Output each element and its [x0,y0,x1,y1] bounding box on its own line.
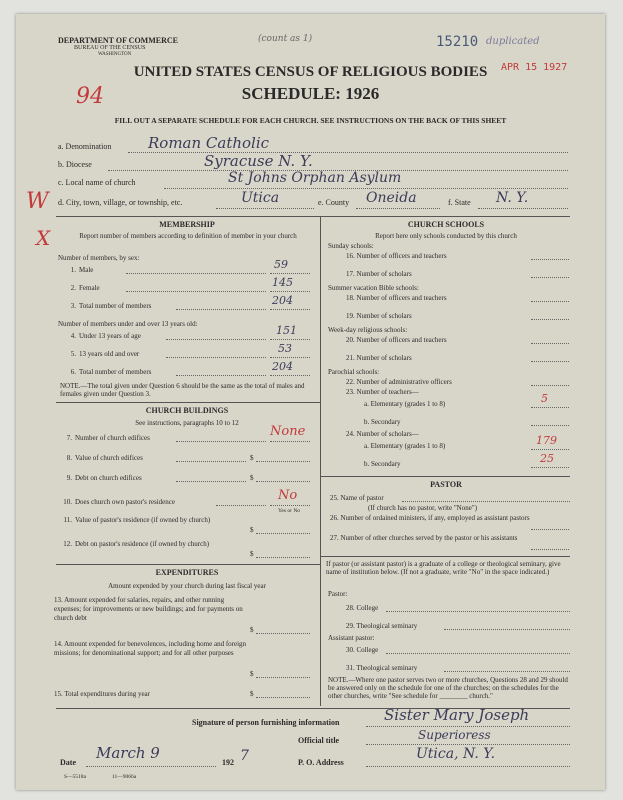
schedule-number: 15210 [436,34,479,50]
denomination-label: a. Denomination [58,142,112,151]
expenditure-q14: 14. Amount expended for benevolences, including home and foreign missions; for denominational support; and for all other purposes [54,640,247,657]
city-field-label: d. City, town, village, or township, etc. [58,198,183,207]
secondary-scholars-value: 25 [540,452,554,465]
diocese-value: Syracuse N. Y. [204,152,313,170]
pastor-q30: 30. College [346,646,379,654]
bureau-label: BUREAU OF THE CENSUS [74,45,146,51]
expenditures-heading: EXPENDITURES [155,568,219,577]
school-q17: 17. Number of scholars [346,270,412,278]
buildings-heading: CHURCH BUILDINGS [145,406,229,415]
school-q24b: b. Secondary [364,460,401,468]
city-field-value: Utica [241,190,280,206]
received-stamp: APR 15 1927 [501,62,568,73]
female-value: 145 [272,276,293,289]
buildings-row: 9. Debt on church edifices [66,474,142,482]
elementary-teachers-value: 5 [541,392,548,405]
school-q16: 16. Number of officers and teachers [346,252,447,260]
form-code: S—5518a [64,774,86,780]
pastor-q25-note: (If church has no pastor, write "None") [368,504,478,512]
membership-age-label: Number of members under and over 13 years old: [58,320,198,328]
pastor-q26: 26. Number of ordained ministers, if any, employed as assistant pastors [330,514,530,522]
yes-or-no-hint: Yes or No [278,508,301,514]
expenditures-sub: Amount expended by your church during last fiscal year [108,582,266,590]
form-schedule: SCHEDULE: 1926 [241,84,380,103]
assistant-pastor-label: Assistant pastor: [328,634,375,642]
graduate-note: If pastor (or assistant pastor) is a graduate of a college or theological seminary, give name of institution below. (If not a graduate, write "No" in the space indicated.) [326,560,561,576]
school-q24: 24. Number of scholars— [346,430,419,438]
buildings-row: 12. Debt on pastor's residence (if owned by church) [63,540,210,548]
church-name-value: St Johns Orphan Asylum [228,170,402,186]
form-instruction: FILL OUT A SEPARATE SCHEDULE FOR EACH CHURCH. SEE INSTRUCTIONS ON THE BACK OF THIS SHEET [114,116,507,125]
expenditure-q15: 15. Total expenditures during year [54,690,150,698]
parochial-schools-label: Parochial schools: [328,368,380,376]
city-label: WASHINGTON [98,52,132,57]
margin-mark-x: X [36,226,51,250]
buildings-sub: See instructions, paragraphs 10 to 12 [135,419,239,427]
membership-row: 4. Under 13 years of age [70,332,141,340]
buildings-row: 7. Number of church edifices [66,434,150,442]
summer-schools-label: Summer vacation Bible schools: [328,284,419,292]
county-value: Oneida [366,190,417,206]
pastor-sub-label: Pastor: [328,590,348,598]
page-mark: 94 [76,84,104,109]
pastor-q31: 31. Theological seminary [346,664,418,672]
owns-residence-value: No [278,488,298,503]
school-q19: 19. Number of scholars [346,312,412,320]
denomination-value: Roman Catholic [148,134,270,152]
membership-row: 2. Female [70,284,100,292]
state-value: N. Y. [496,190,529,206]
pastor-q25: 25. Name of pastor [330,494,384,502]
po-address-value: Utica, N. Y. [416,746,496,762]
duplicated-note: duplicated [486,36,540,47]
buildings-row: 10. Does church own pastor's residence [63,498,176,506]
total-members-age-value: 204 [272,360,293,373]
official-title-value: Superioress [418,728,491,742]
margin-mark-w: W [26,189,49,214]
date-label: Date [60,758,76,767]
signature-label: Signature of person furnishing information [192,718,340,727]
school-q20: 20. Number of officers and teachers [346,336,447,344]
pastor-heading: PASTOR [430,480,462,489]
form-code-2: 11—9066a [112,774,137,780]
membership-note: NOTE.—The total given under Question 6 should be the same as the total of males and females given under Question 3. [60,382,305,398]
church-edifices-value: None [270,424,306,439]
signature-value: Sister Mary Joseph [384,706,530,724]
church-name-label: c. Local name of church [58,178,136,187]
count-annotation: (count as 1) [258,34,313,44]
pastor-note: NOTE.—Where one pastor serves two or more churches, Questions 28 and 29 should be answered only on the schedule for one of the churches; on the schedules for the other churches, write "See schedule for ________ church." [328,676,568,700]
pastor-q28: 28. College [346,604,379,612]
expenditure-q13: 13. Amount expended for salaries, repairs, and other running expenses; for improvements or new buildings; and for payments on church debt [54,596,243,622]
buildings-row: 11. Value of pastor's residence (if owned by church) [63,516,211,524]
membership-row: 1. Male [70,266,94,274]
school-q23b: b. Secondary [364,418,401,426]
diocese-label: b. Diocese [58,160,92,169]
department-label: DEPARTMENT OF COMMERCE [58,36,179,45]
school-q23a: a. Elementary (grades 1 to 8) [364,400,446,408]
year-prefix: 192 [222,758,234,767]
date-value: March 9 [96,744,160,762]
schools-sub: Report here only schools conducted by this church [375,232,517,240]
under-13-value: 151 [276,324,297,337]
school-q23: 23. Number of teachers— [346,388,419,396]
form-title: UNITED STATES CENSUS OF RELIGIOUS BODIES [133,64,488,80]
po-address-label: P. O. Address [298,758,344,767]
membership-intro: Report number of members according to definition of member in your church [79,232,297,240]
buildings-row: 8. Value of church edifices [66,454,143,462]
pastor-q29: 29. Theological seminary [346,622,418,630]
total-members-value: 204 [272,294,293,307]
school-q21: 21. Number of scholars [346,354,412,362]
elementary-scholars-value: 179 [536,434,557,447]
state-label: f. State [448,198,471,207]
sunday-schools-label: Sunday schools: [328,242,374,250]
school-q24a: a. Elementary (grades 1 to 8) [364,442,446,450]
official-title-label: Official title [298,736,340,745]
male-value: 59 [274,258,288,271]
school-q22: 22. Number of administrative officers [346,378,452,386]
pastor-q27: 27. Number of other churches served by the pastor or his assistants [330,534,518,542]
county-label: e. County [318,198,350,207]
membership-sex-label: Number of members, by sex: [58,254,140,262]
over-13-value: 53 [278,342,292,355]
membership-row: 5. 13 years old and over [70,350,140,358]
weekday-schools-label: Week-day religious schools: [328,326,408,334]
membership-row: 3. Total number of members [70,302,152,310]
year-value: 7 [240,748,249,764]
schools-heading: CHURCH SCHOOLS [407,220,485,229]
membership-row: 6. Total number of members [70,368,152,376]
membership-heading: MEMBERSHIP [159,220,215,229]
school-q18: 18. Number of officers and teachers [346,294,447,302]
census-schedule-sheet: DEPARTMENT OF COMMERCE BUREAU OF THE CENSUS WASHINGTON (count as 1) 15210 duplicated APR 15 1927 UNITED STATES CENSUS OF RELIGIOUS BODIES SCHEDULE: 1926 94 FILL OUT A SEPARATE SCHEDULE FOR EACH CHURCH. SEE INSTRUCTIONS ON THE BACK OF THIS SHEET a. Denomination Roman Catholic b. Diocese Syracuse N. Y. c. Local name of church St Johns Orphan Asylum W d. City, town, village, or township, etc. Utica e. County Oneida f. State N. Y. MEMBERSHIP X Report number of members according to definition of member in your church Number of members, by sex: 1. Male 59 2. Female 145 3. Total number of members 204 Number of members under and over 13 years old: 4. Under 13 years of age 151 5. 13 years old and over 53 6. Total number of members 204 NOTE.—The total given under Question 6 should be the same as the total of males and females given under Question 3. CHURCH BUILDINGS See instructions, paragraphs 10 to 12 7. Number of church edifices None 8. Value of church edifices $ 9. Debt on church edifices $ 10. Does church own pastor's residence No Yes or No 11. Value of pastor's residence (if owned by church) $ 12. Debt on pastor's residence (if owned by church) $ EXPENDITURES Amount expended by your church during last fiscal year 13. Amount expended for salaries, repairs, and other running expenses; for improvements or new buildings; and for payments on church debt $ 14. Amount expended for benevolences, including home and foreign missions; for denominational support; and for all other purposes $ 15. Total expenditures during year $ CHURCH SCHOOLS Report here only schools conducted by this church Sunday schools: 16. Number of officers and teachers 17. Number of scholars Summer vacation Bible schools: 18. Number of officers and teachers 19. Number of scholars Week-day religious schools: 20. Number of officers and teachers 21. Number of scholars Parochial schools: 22. Number of administrative officers 23. Number of teachers— a. Elementary (grades 1 to 8) 5 b. Secondary 24. Number of scholars— a. Elementary (grades 1 to 8) 179 b. Secondary 25 PASTOR 25. Name of pastor (If church has no pastor, write "None") 26. Number of ordained ministers, if any, employed as assistant pastors 27. Number of other churches served by the pastor or his assistants If pastor (or assistant pastor) is a graduate of a college or theological seminary, give name of institution below. (If not a graduate, write "No" in the space indicated.) Pastor: 28. College 29. Theological seminary Assistant pastor: 30. College 31. Theological seminary NOTE.—Where one pastor serves two or more churches, Questions 28 and 29 should be answered only on the schedule for one of the churches; on the schedules for the other churches, write "See schedule for ________ church." Signature of person furnishing information Sister Mary Joseph Official title Superioress Date March 9 192 7 P. O. Address Utica, N. Y. S—5518a 11—9066a [16,14,605,790]
